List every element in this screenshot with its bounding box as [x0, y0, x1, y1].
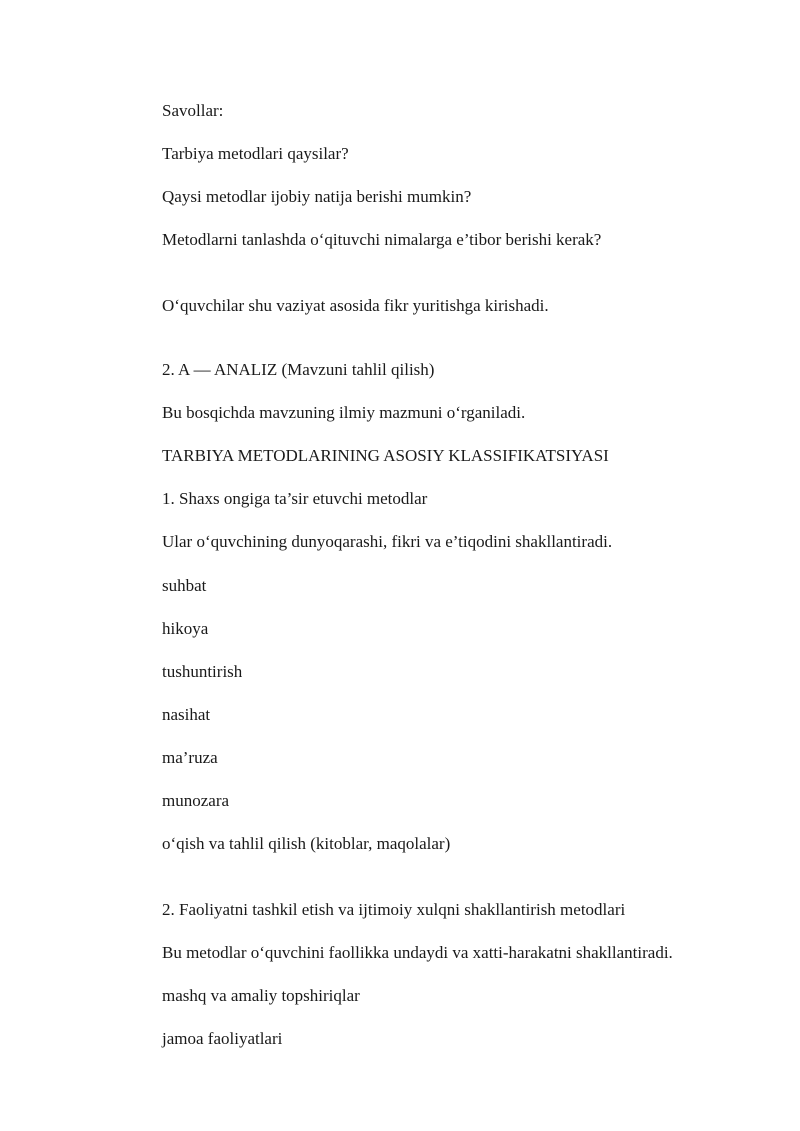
question-item: Metodlarni tanlashda o‘qituvchi nimalarga e’tibor berishi kerak? — [162, 230, 602, 249]
list-item: hikoya — [162, 619, 209, 638]
question-item: Qaysi metodlar ijobiy natija berishi mumkin? — [162, 187, 472, 206]
group1-description: Ular o‘quvchining dunyoqarashi, fikri va e’tiqodini shakllantiradi. — [162, 532, 613, 551]
list-item: ma’ruza — [162, 748, 218, 767]
analysis-heading: 2. A — ANALIZ (Mavzuni tahlil qilish) — [162, 360, 435, 379]
list-item: nasihat — [162, 705, 211, 724]
group2-heading: 2. Faoliyatni tashkil etish va ijtimoiy xulqni shakllantirish metodlari — [162, 900, 626, 919]
group2-description: Bu metodlar o‘quvchini faollikka undaydi va xatti-harakatni shakllantiradi. — [162, 943, 673, 962]
list-item: mashq va amaliy topshiriqlar — [162, 986, 360, 1005]
list-item: munozara — [162, 791, 230, 810]
list-item: suhbat — [162, 576, 207, 595]
reflection-paragraph: O‘quvchilar shu vaziyat asosida fikr yuritishga kirishadi. — [162, 296, 549, 315]
question-item: Tarbiya metodlari qaysilar? — [162, 144, 349, 163]
analysis-intro: Bu bosqichda mavzuning ilmiy mazmuni o‘rganiladi. — [162, 403, 526, 422]
list-item: jamoa faoliyatlari — [162, 1029, 283, 1048]
list-item: o‘qish va tahlil qilish (kitoblar, maqolalar) — [162, 834, 451, 853]
group1-heading: 1. Shaxs ongiga ta’sir etuvchi metodlar — [162, 489, 428, 508]
questions-heading: Savollar: — [162, 101, 224, 120]
list-item: tushuntirish — [162, 662, 243, 681]
classification-title: TARBIYA METODLARINING ASOSIY KLASSIFIKATSIYASI — [162, 446, 609, 465]
